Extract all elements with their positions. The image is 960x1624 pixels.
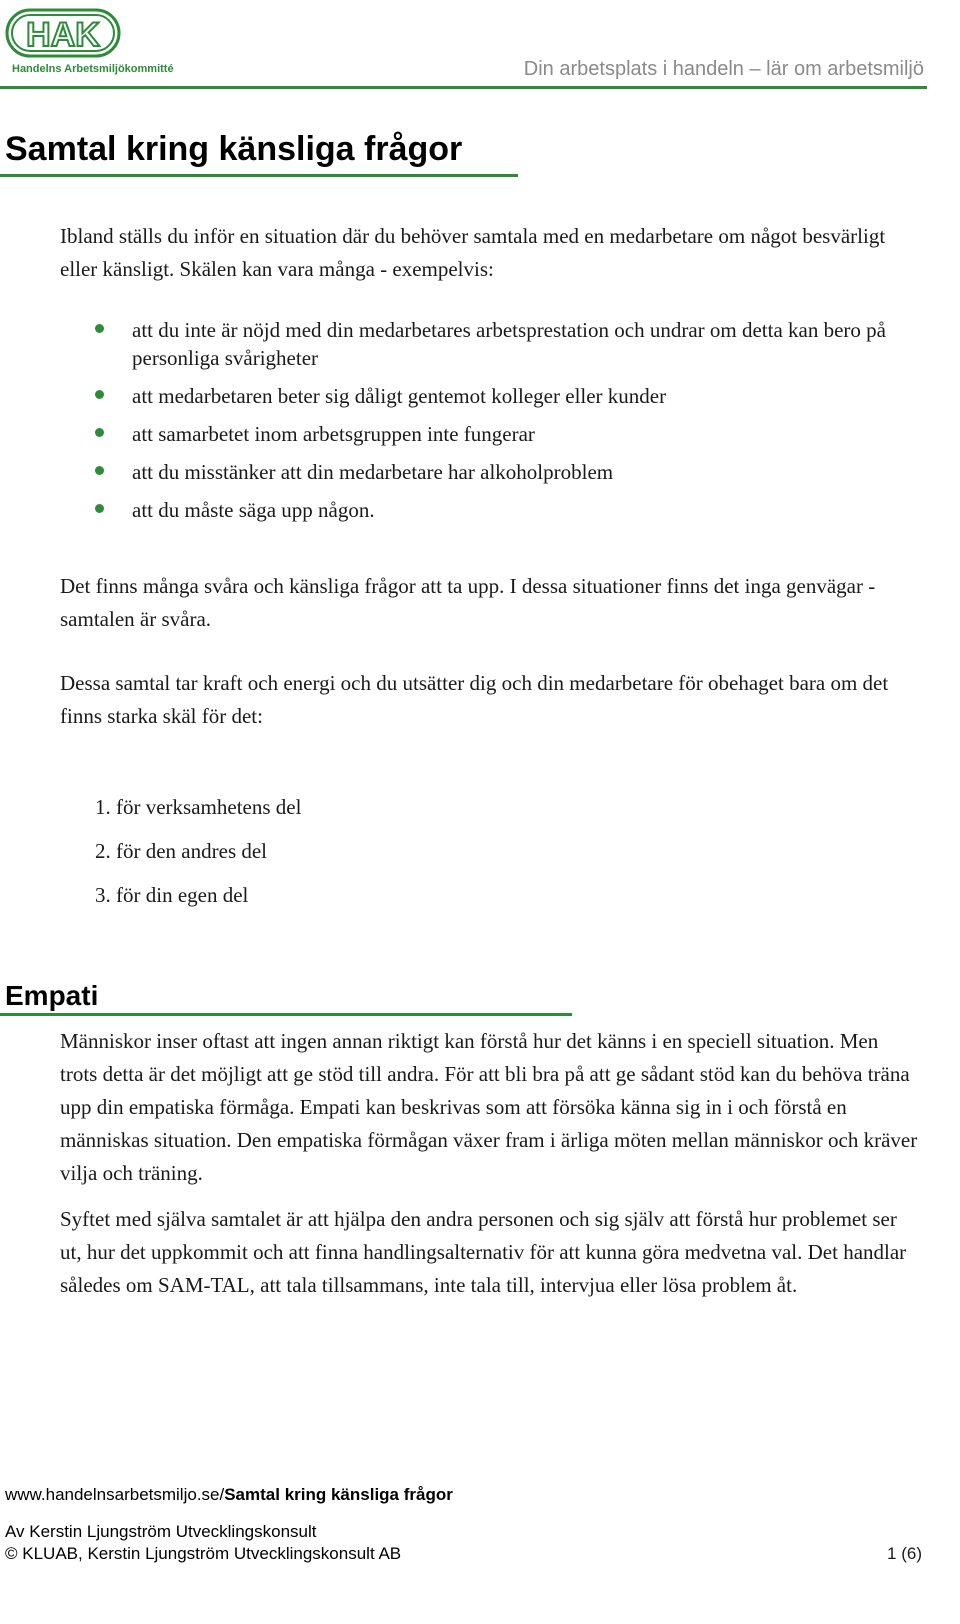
header-tagline: Din arbetsplats i handeln – lär om arbetsmiljö	[523, 58, 924, 80]
title-underline	[0, 174, 518, 177]
logo-subtitle: Handelns Arbetsmiljökommitté	[12, 63, 174, 75]
footer-copyright: © KLUAB, Kerstin Ljungström Utvecklingskonsult AB	[5, 1544, 402, 1563]
numbered-list	[95, 792, 301, 924]
bullet-dot-icon	[95, 324, 104, 333]
bullet-dot-icon	[95, 466, 104, 475]
list-item: att du måste säga upp någon.	[95, 496, 915, 524]
bullet-dot-icon	[95, 390, 104, 399]
list-item: att du misstänker att din medarbetare har alkoholproblem	[95, 458, 915, 486]
footer-author: Av Kerstin Ljungström Utvecklingskonsult	[5, 1522, 317, 1541]
empathy-paragraph-2: Syftet med själva samtalet är att hjälpa den andra personen och sig själv att förstå hur problemet ser ut, hur det uppkommit och att finna handlingsalternativ för att kunna göra medvetna val. Det handlar således om SAM-TAL, att tala tillsammans, inte tala till, intervjua eller lösa problem åt.	[60, 1207, 907, 1297]
section-underline	[0, 1013, 572, 1016]
numbered-item: 1. för verksamhetens del	[95, 795, 302, 819]
footer-url[interactable]: www.handelnsarbetsmiljo.se/	[5, 1485, 225, 1504]
paragraph-2: Det finns många svåra och känsliga frågor att ta upp. I dessa situationer finns det inga genvägar - samtalen är svåra.	[60, 574, 876, 631]
list-item: att samarbetet inom arbetsgruppen inte fungerar	[95, 420, 915, 448]
section-heading: Empati	[5, 980, 99, 1011]
page-number: 1 (6)	[887, 1544, 922, 1563]
logo-text: HAK	[26, 16, 100, 54]
header-divider	[0, 86, 927, 89]
list-item: att du inte är nöjd med din medarbetares arbetsprestation och undrar om detta kan bero på personliga svårigheter	[95, 316, 915, 372]
bullet-dot-icon	[95, 504, 104, 513]
numbered-item: 2. för den andres del	[95, 839, 268, 863]
intro-paragraph: Ibland ställs du inför en situation där du behöver samtala med en medarbetare om något besvärligt eller känsligt. Skälen kan vara många - exempelvis:	[60, 224, 886, 281]
reason-list	[95, 316, 915, 534]
list-item: att medarbetaren beter sig dåligt gentemot kolleger eller kunder	[95, 382, 915, 410]
footer-doc-title: Samtal kring känsliga frågor	[224, 1485, 453, 1504]
footer-link-line	[5, 1485, 453, 1505]
bullet-dot-icon	[95, 428, 104, 437]
numbered-item: 3. för din egen del	[95, 883, 249, 907]
page-title: Samtal kring känsliga frågor	[5, 130, 463, 168]
empathy-paragraph-1: Människor inser oftast att ingen annan riktigt kan förstå hur det känns i en speciell situation. Men trots detta är det möjligt att ge stöd till andra. För att bli bra på att ge sådant stöd kan du behöva träna upp din empatiska förmåga. Empati kan beskrivas som att försöka känna sig in i och förstå en människas situation. Den empatiska förmågan växer fram i ärliga möten mellan människor och kräver vilja och träning.	[60, 1029, 918, 1185]
paragraph-3: Dessa samtal tar kraft och energi och du utsätter dig och din medarbetare för obehaget bara om det finns starka skäl för det:	[60, 671, 889, 728]
